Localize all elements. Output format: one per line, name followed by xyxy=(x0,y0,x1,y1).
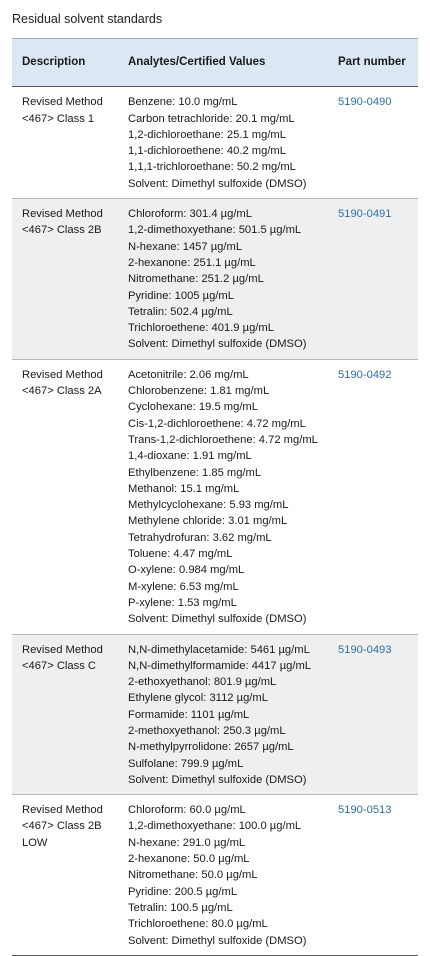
analyte-item: Carbon tetrachloride: 20.1 mg/mL xyxy=(128,112,295,125)
analyte-item: 1,1,1-trichloroethane: 50.2 mg/mL xyxy=(128,161,296,174)
description-line: Revised Method xyxy=(22,804,103,817)
analyte-item: Trans-1,2-dichloroethene: 4.72 mg/mL xyxy=(128,433,318,446)
analytes-cell xyxy=(120,634,330,795)
analyte-item: Nitromethane: 251.2 µg/mL xyxy=(128,273,264,286)
analyte-item: P-xylene: 1.53 mg/mL xyxy=(128,596,237,609)
analyte-item: 2-hexanone: 251.1 µg/mL xyxy=(128,256,256,269)
description-line: Revised Method xyxy=(22,368,103,381)
analyte-item: 1,2-dimethoxyethane: 100.0 µg/mL xyxy=(128,820,302,833)
table-row xyxy=(12,87,418,199)
description-cell xyxy=(12,199,120,360)
analyte-item: 1,2-dimethoxyethane: 501.5 µg/mL xyxy=(128,224,302,237)
part-number-cell xyxy=(330,87,418,199)
description-cell xyxy=(12,87,120,199)
table-row xyxy=(12,359,418,634)
analyte-item: Solvent: Dimethyl sulfoxide (DMSO) xyxy=(128,613,307,626)
analyte-item: Chlorobenzene: 1.81 mg/mL xyxy=(128,385,270,398)
description-cell xyxy=(12,634,120,795)
description-cell xyxy=(12,359,120,634)
part-number-link[interactable]: 5190-0491 xyxy=(338,208,392,221)
analyte-item: Ethylbenzene: 1.85 mg/mL xyxy=(128,466,262,479)
analyte-item: 2-methoxyethanol: 250.3 µg/mL xyxy=(128,724,286,737)
part-number-cell xyxy=(330,795,418,956)
analyte-item: Ethylene glycol: 3112 µg/mL xyxy=(128,692,268,705)
table-row xyxy=(12,634,418,795)
analyte-item: M-xylene: 6.53 mg/mL xyxy=(128,580,239,593)
analyte-item: Solvent: Dimethyl sulfoxide (DMSO) xyxy=(128,773,307,786)
table-row xyxy=(12,795,418,956)
analyte-item: N,N-dimethylacetamide: 5461 µg/mL xyxy=(128,643,310,656)
analyte-item: 2-ethoxyethanol: 801.9 µg/mL xyxy=(128,676,277,689)
table-header-row xyxy=(12,39,418,87)
analyte-item: Methanol: 15.1 mg/mL xyxy=(128,482,240,495)
analyte-item: Solvent: Dimethyl sulfoxide (DMSO) xyxy=(128,177,307,190)
table-row xyxy=(12,199,418,360)
description-line: LOW xyxy=(22,836,48,849)
analyte-item: Solvent: Dimethyl sulfoxide (DMSO) xyxy=(128,934,307,947)
analyte-item: Cis-1,2-dichloroethene: 4.72 mg/mL xyxy=(128,417,306,430)
analyte-item: Chloroform: 301.4 µg/mL xyxy=(128,208,252,221)
part-number-cell xyxy=(330,359,418,634)
part-number-link[interactable]: 5190-0513 xyxy=(338,804,392,817)
analytes-cell xyxy=(120,87,330,199)
description-line: Revised Method xyxy=(22,96,103,109)
analyte-item: Tetralin: 100.5 µg/mL xyxy=(128,901,233,914)
analyte-item: Chloroform: 60.0 µg/mL xyxy=(128,804,246,817)
analyte-item: Pyridine: 1005 µg/mL xyxy=(128,289,234,302)
header-part-number: Part number xyxy=(330,39,418,87)
header-description: Description xyxy=(12,39,120,87)
analyte-item: Nitromethane: 50.0 µg/mL xyxy=(128,869,258,882)
analyte-item: Trichloroethene: 401.9 µg/mL xyxy=(128,322,274,335)
description-line: <467> Class 2B xyxy=(22,224,102,237)
description-line: Revised Method xyxy=(22,643,103,656)
table-body xyxy=(12,87,418,956)
description-line: <467> Class 1 xyxy=(22,112,95,125)
analyte-item: Acetonitrile: 2.06 mg/mL xyxy=(128,368,249,381)
analyte-item: Tetrahydrofuran: 3.62 mg/mL xyxy=(128,531,272,544)
analyte-item: N,N-dimethylformamide: 4417 µg/mL xyxy=(128,659,312,672)
part-number-link[interactable]: 5190-0493 xyxy=(338,643,392,656)
analyte-item: Tetralin: 502.4 µg/mL xyxy=(128,305,233,318)
analyte-item: Sulfolane: 799.9 µg/mL xyxy=(128,757,244,770)
analyte-item: N-hexane: 291.0 µg/mL xyxy=(128,836,246,849)
analyte-item: 2-hexanone: 50.0 µg/mL xyxy=(128,853,250,866)
header-analytes: Analytes/Certified Values xyxy=(120,39,330,87)
analytes-cell xyxy=(120,199,330,360)
analyte-item: Methylcyclohexane: 5.93 mg/mL xyxy=(128,499,289,512)
part-number-cell xyxy=(330,634,418,795)
analyte-item: Formamide: 1101 µg/mL xyxy=(128,708,250,721)
description-line: <467> Class 2B xyxy=(22,820,102,833)
analyte-item: Solvent: Dimethyl sulfoxide (DMSO) xyxy=(128,338,307,351)
analytes-cell xyxy=(120,359,330,634)
analyte-item: Cyclohexane: 19.5 mg/mL xyxy=(128,401,258,414)
analytes-cell xyxy=(120,795,330,956)
analyte-item: Pyridine: 200.5 µg/mL xyxy=(128,885,238,898)
description-cell xyxy=(12,795,120,956)
part-number-link[interactable]: 5190-0490 xyxy=(338,96,392,109)
analyte-item: N-hexane: 1457 µg/mL xyxy=(128,240,243,253)
page-title: Residual solvent standards xyxy=(12,12,163,26)
residual-solvent-table xyxy=(12,38,418,956)
analyte-item: Toluene: 4.47 mg/mL xyxy=(128,548,233,561)
analyte-item: O-xylene: 0.984 mg/mL xyxy=(128,564,245,577)
analyte-item: N-methylpyrrolidone: 2657 µg/mL xyxy=(128,741,294,754)
part-number-link[interactable]: 5190-0492 xyxy=(338,368,392,381)
analyte-item: 1,4-dioxane: 1.91 mg/mL xyxy=(128,450,252,463)
analyte-item: Benzene: 10.0 mg/mL xyxy=(128,96,238,109)
analyte-item: 1,2-dichloroethane: 25.1 mg/mL xyxy=(128,128,286,141)
analyte-item: 1,1-dichloroethene: 40.2 mg/mL xyxy=(128,145,286,158)
description-line: <467> Class 2A xyxy=(22,385,102,398)
analyte-item: Trichloroethene: 80.0 µg/mL xyxy=(128,918,268,931)
part-number-cell xyxy=(330,199,418,360)
description-line: <467> Class C xyxy=(22,659,97,672)
description-line: Revised Method xyxy=(22,208,103,221)
analyte-item: Methylene chloride: 3.01 mg/mL xyxy=(128,515,288,528)
